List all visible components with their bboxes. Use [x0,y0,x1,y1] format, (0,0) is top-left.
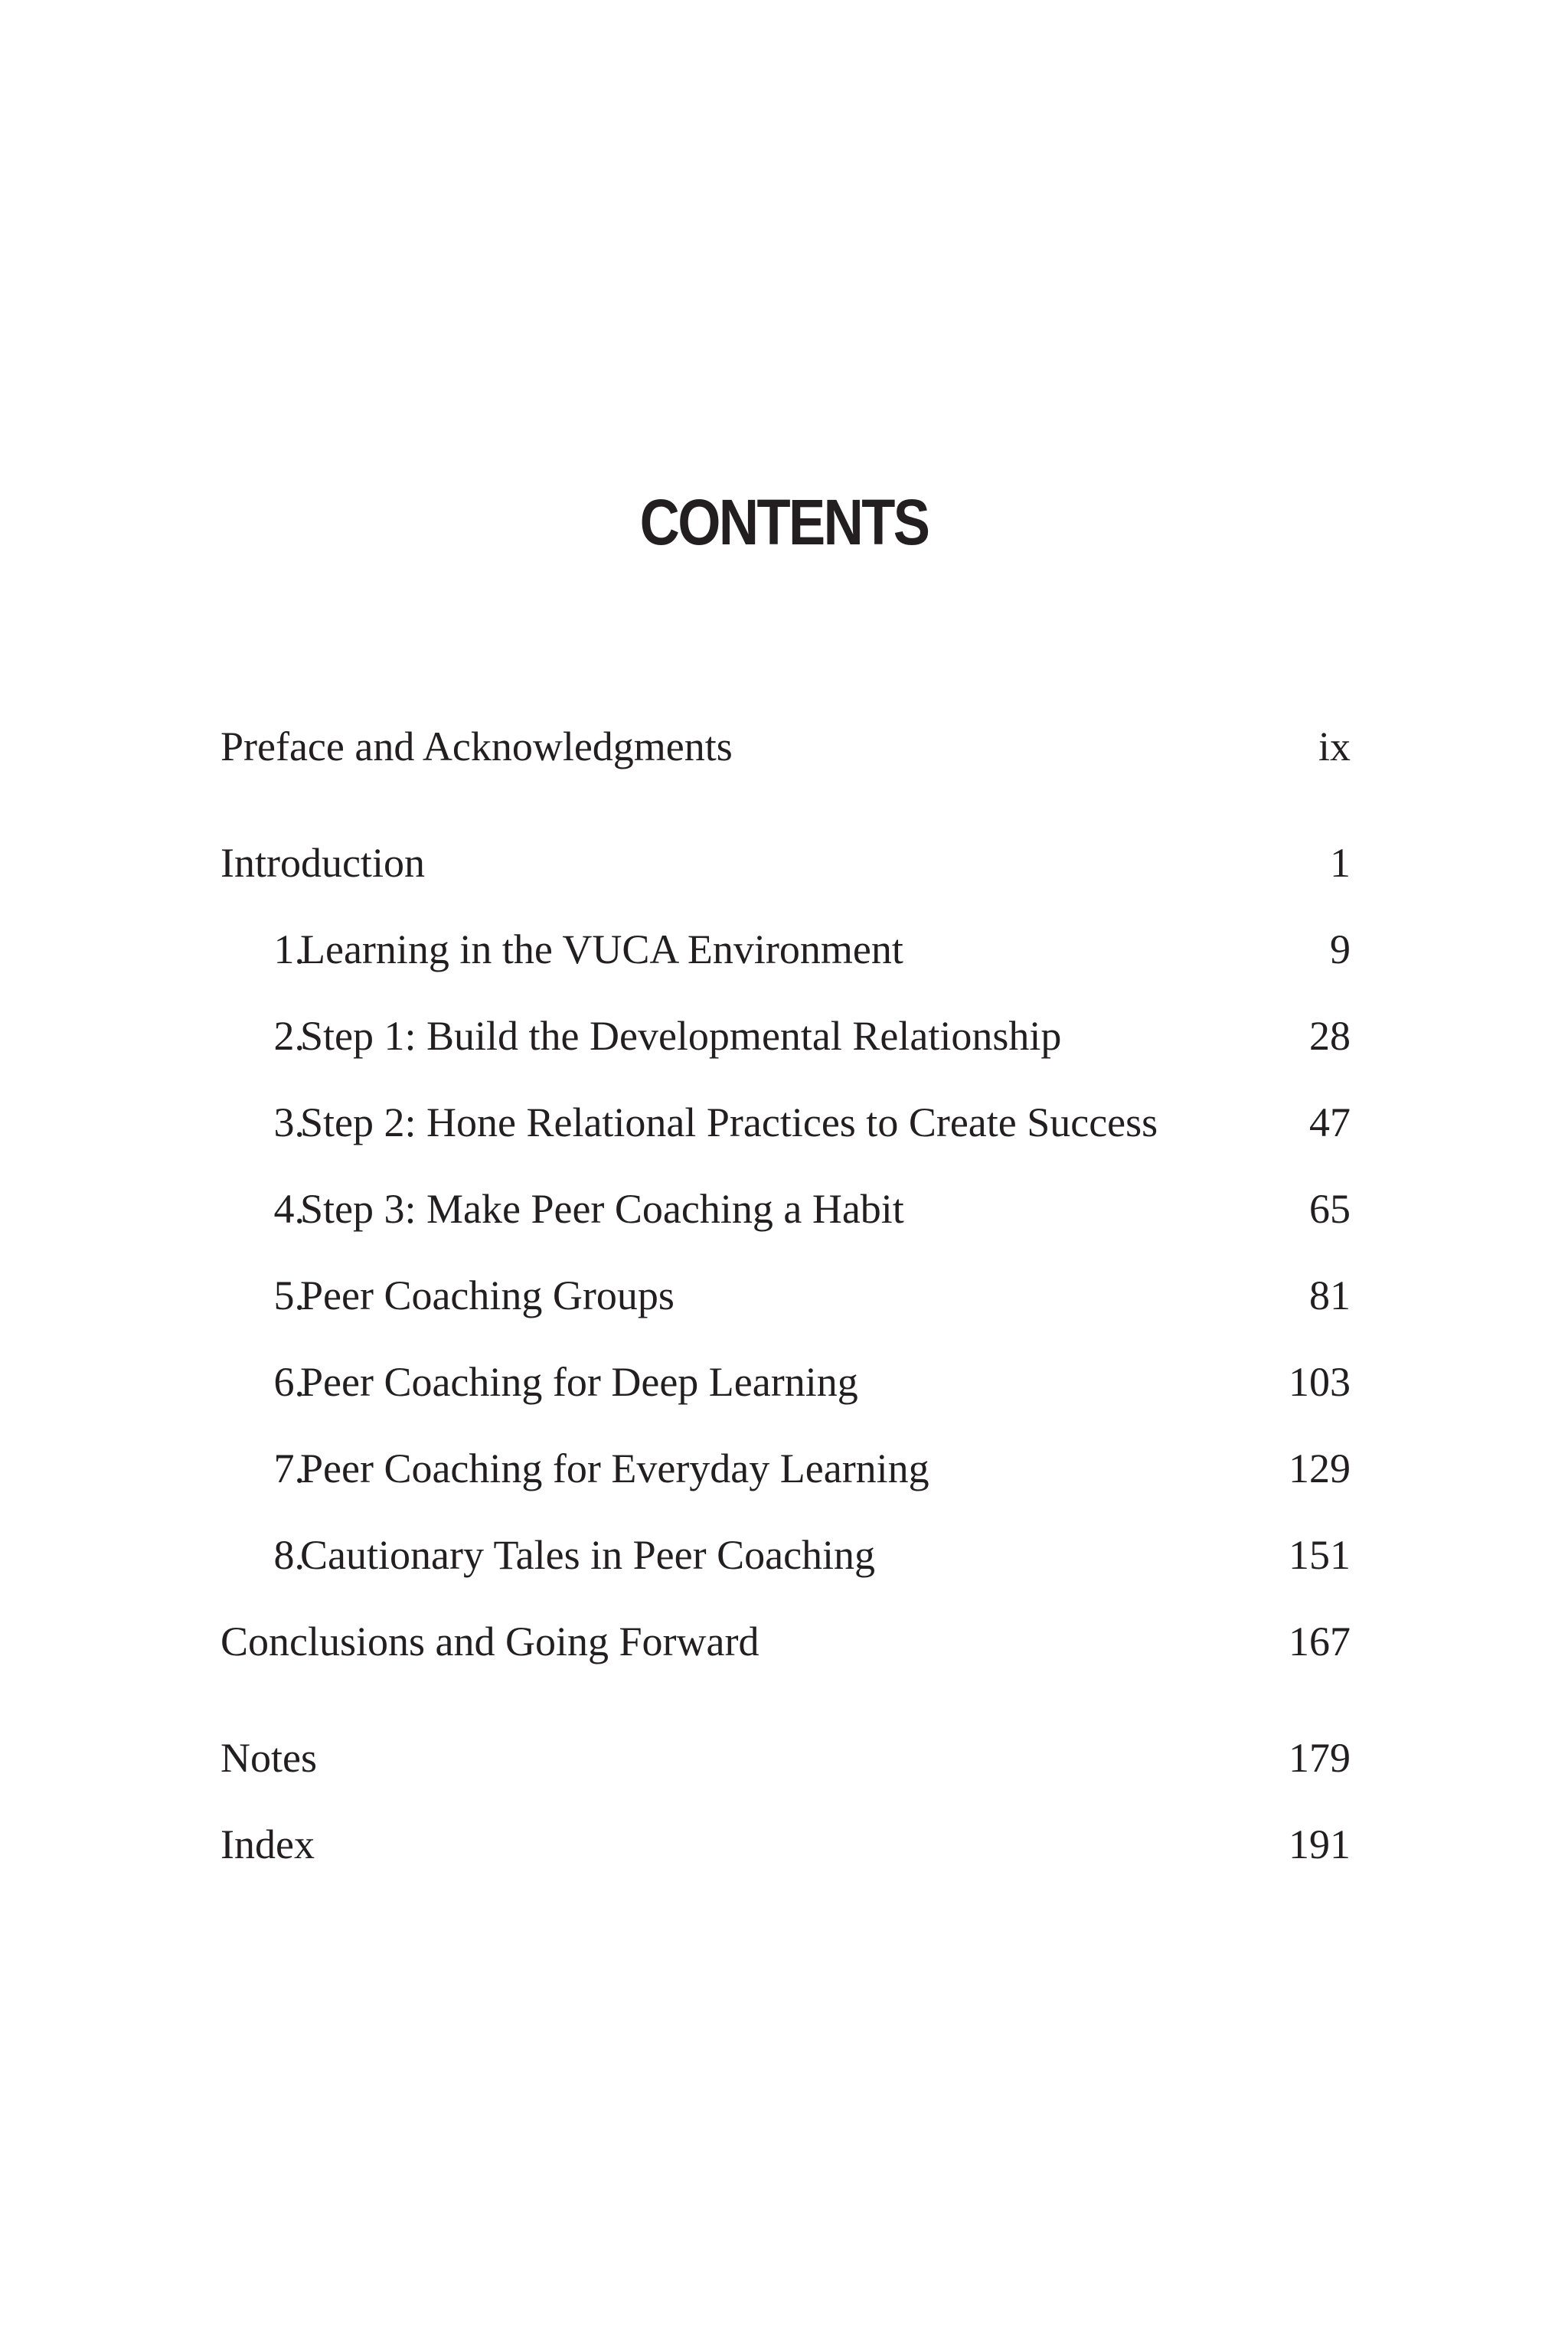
toc-entry-chapter-7[interactable] [220,1442,1351,1495]
toc-entry-conclusions[interactable] [220,1615,1351,1668]
entry-title: Cautionary Tales in Peer Coaching [300,1532,876,1578]
entry-title: Step 3: Make Peer Coaching a Habit [300,1186,904,1232]
entry-title: Notes [220,1735,317,1781]
chapter-number: 8. [273,1532,305,1578]
toc-entry-index[interactable] [220,1818,1351,1871]
entry-page: 81 [1309,1272,1351,1318]
toc-entry-chapter-6[interactable] [220,1355,1351,1409]
toc-entry-chapter-1[interactable] [220,923,1351,976]
entry-page: 179 [1289,1735,1351,1781]
toc-entry-chapter-8[interactable] [220,1528,1351,1582]
entry-page: 9 [1330,926,1351,972]
toc-entry-chapter-4[interactable] [220,1182,1351,1236]
entry-page: ix [1318,724,1351,769]
entry-title: Peer Coaching for Everyday Learning [300,1446,929,1491]
toc-entry-chapter-2[interactable] [220,1009,1351,1063]
entry-page: 151 [1289,1532,1351,1578]
entry-title: Conclusions and Going Forward [220,1619,760,1664]
chapter-number: 1. [273,926,305,972]
entry-title: Learning in the VUCA Environment [300,926,903,972]
entry-page: 191 [1289,1821,1351,1867]
toc-entry-chapter-5[interactable] [220,1269,1351,1322]
entry-page: 1 [1330,840,1351,886]
entry-title: Peer Coaching Groups [300,1272,675,1318]
entry-page: 47 [1309,1099,1351,1145]
toc-entry-preface[interactable] [220,720,1351,773]
chapter-number: 2. [273,1013,305,1059]
table-of-contents [220,0,1351,2352]
chapter-number: 6. [273,1359,305,1405]
entry-page: 167 [1289,1619,1351,1664]
toc-entry-introduction[interactable] [220,836,1351,890]
entry-title: Preface and Acknowledgments [220,724,733,769]
entry-page: 103 [1289,1359,1351,1405]
toc-entry-notes[interactable] [220,1731,1351,1785]
chapter-number: 4. [273,1186,305,1232]
toc-entry-chapter-3[interactable] [220,1096,1351,1149]
entry-title: Step 2: Hone Relational Practices to Create Success [300,1099,1158,1145]
entry-title: Step 1: Build the Developmental Relationship [300,1013,1062,1059]
entry-title: Index [220,1821,315,1867]
page-title: CONTENTS [639,486,929,558]
entry-page: 65 [1309,1186,1351,1232]
chapter-number: 5. [273,1272,305,1318]
entry-page: 129 [1289,1446,1351,1491]
chapter-number: 7. [273,1446,305,1491]
chapter-number: 3. [273,1099,305,1145]
entry-title: Peer Coaching for Deep Learning [300,1359,858,1405]
entry-title: Introduction [220,840,425,886]
entry-page: 28 [1309,1013,1351,1059]
